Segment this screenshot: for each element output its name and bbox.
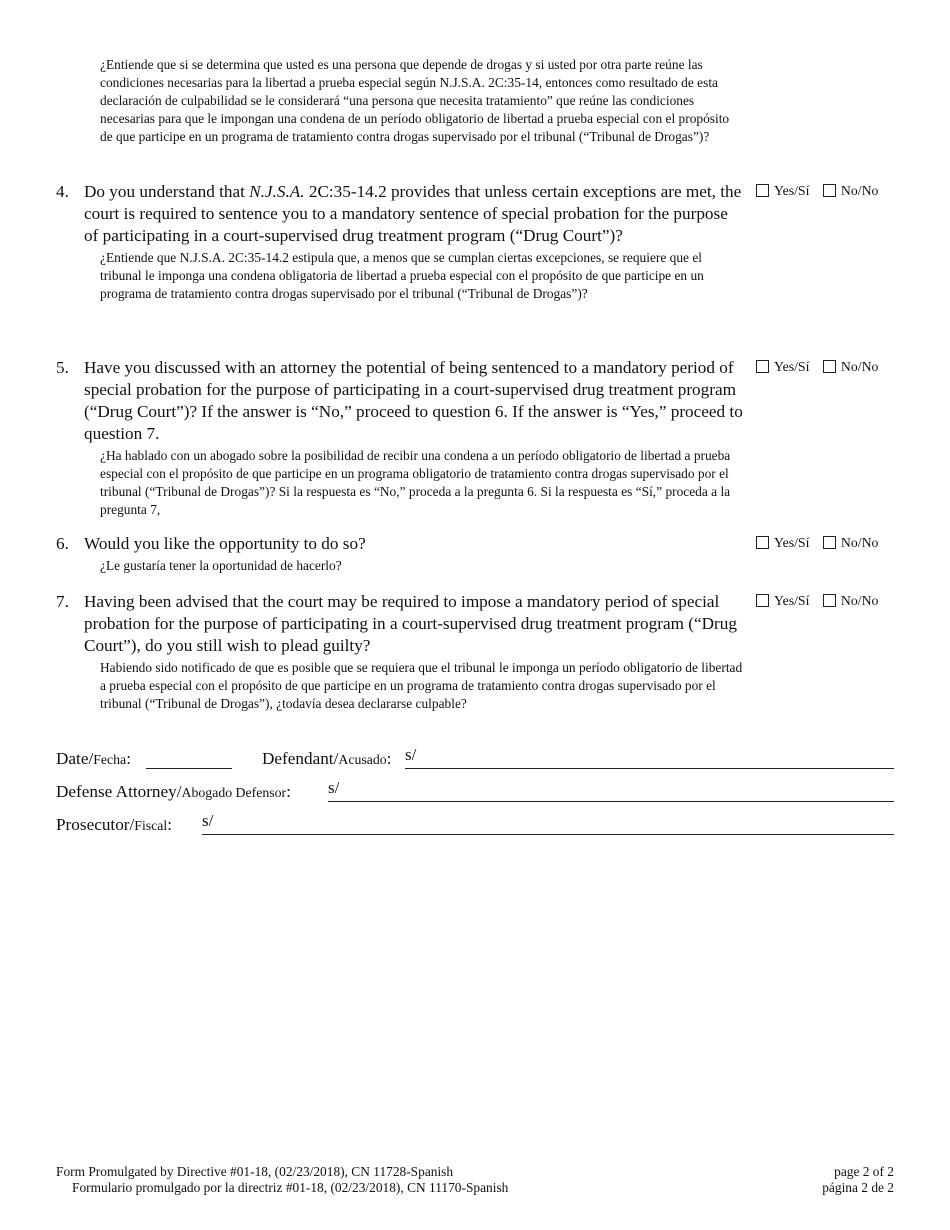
date-defendant-row bbox=[56, 745, 894, 771]
question-english-text: Do you understand that N.J.S.A. 2C:35-14.2 provides that unless certain exceptions are met, the court is required to sentence you to a mandatory sentence of special probation for the purpose of participating in a court-supervised drug treatment program (“Drug Court”)? bbox=[84, 182, 742, 245]
no-label: No/No bbox=[840, 359, 879, 374]
page-number-english: page 2 of 2 bbox=[834, 1164, 894, 1179]
defendant-label: Defendant/Acusado: bbox=[262, 749, 392, 768]
no-checkbox[interactable] bbox=[823, 360, 836, 373]
question-7 bbox=[56, 591, 746, 713]
prosecutor-signature-value: s/ bbox=[202, 811, 214, 830]
question-english-text: Have you discussed with an attorney the potential of being sentenced to a mandatory period of special probation for the purpose of participating in a court-supervised drug treatment program (“Drug Court”)? If the answer is “No,” proceed to question 6. If the answer is “Yes,” proceed to question 7. bbox=[84, 358, 743, 443]
question-5 bbox=[56, 357, 746, 519]
question-spanish-text: ¿Ha hablado con un abogado sobre la posibilidad de recibir una condena a un período obligatorio de libertad a prueba especial con el propósito de que participe en un programa obligatorio de tratamiento contra drogas supervisado por el tribunal (“Tribunal de Drogas”)? Si la respuesta es “No,” proceda a la pregunta 6. Si la respuesta es “Sí,” proceda a la pregunta 7, bbox=[100, 448, 731, 517]
question-7-answer bbox=[756, 592, 906, 610]
yes-checkbox[interactable] bbox=[756, 594, 769, 607]
attorney-label: Defense Attorney/Abogado Defensor: bbox=[56, 782, 291, 801]
statute-name: N.J.S.A. bbox=[249, 182, 305, 201]
yes-label: Yes/Sí bbox=[774, 593, 810, 608]
prosecutor-label: Prosecutor/Fiscal: bbox=[56, 815, 173, 834]
question-number: 5. bbox=[56, 358, 69, 377]
page-number-spanish: página 2 de 2 bbox=[822, 1180, 894, 1195]
yes-checkbox[interactable] bbox=[756, 184, 769, 197]
question-english-text: Having been advised that the court may be required to impose a mandatory period of special probation for the purpose of participating in a court-supervised drug treatment program (“Drug Court”), do you still wish to plead guilty? bbox=[84, 592, 737, 655]
attorney-row bbox=[56, 778, 894, 804]
form-citation-english: Form Promulgated by Directive #01-18, (02/23/2018), CN 11728-Spanish bbox=[56, 1164, 454, 1179]
yes-checkbox[interactable] bbox=[756, 360, 769, 373]
question-english-text: Would you like the opportunity to do so? bbox=[84, 534, 366, 553]
form-citation-spanish: Formulario promulgado por la directriz #01-18, (02/23/2018), CN 11170-Spanish bbox=[72, 1180, 509, 1195]
attorney-signature-field[interactable] bbox=[328, 781, 894, 802]
question-4 bbox=[56, 181, 746, 303]
question-number: 7. bbox=[56, 592, 69, 611]
yes-label: Yes/Sí bbox=[774, 359, 810, 374]
question-4-answer bbox=[756, 182, 906, 200]
form-citation bbox=[56, 1164, 508, 1196]
question-number: 4. bbox=[56, 182, 69, 201]
no-label: No/No bbox=[840, 535, 879, 550]
no-label: No/No bbox=[840, 593, 879, 608]
prosecutor-row bbox=[56, 811, 894, 837]
yes-label: Yes/Sí bbox=[774, 535, 810, 550]
no-checkbox[interactable] bbox=[823, 594, 836, 607]
no-checkbox[interactable] bbox=[823, 184, 836, 197]
question-3-spanish-text: ¿Entiende que si se determina que usted es una persona que depende de drogas y si usted por otra parte reúne las condiciones necesarias para la libertad a prueba especial según N.J.S.A. 2C:35-14, entonces como resultado de esta declaración de culpabilidad se le considerará “una persona que necesita tratamiento” que reúne las condiciones necesarias para que le impongan una condena de un período obligatorio de libertad a prueba especial con el propósito de que participe en un programa de tratamiento contra drogas supervisado por el tribunal (“Tribunal de Drogas”)? bbox=[100, 57, 730, 144]
defendant-signature-field[interactable] bbox=[405, 748, 894, 769]
question-spanish-text: ¿Le gustaría tener la oportunidad de hacerlo? bbox=[100, 558, 342, 573]
question-6-answer bbox=[756, 534, 906, 552]
question-number: 6. bbox=[56, 534, 69, 553]
date-label: Date/Fecha: bbox=[56, 749, 131, 768]
yes-checkbox[interactable] bbox=[756, 536, 769, 549]
attorney-signature-value: s/ bbox=[328, 778, 340, 797]
defendant-signature-value: s/ bbox=[405, 745, 417, 764]
no-checkbox[interactable] bbox=[823, 536, 836, 549]
yes-label: Yes/Sí bbox=[774, 183, 810, 198]
date-field[interactable] bbox=[146, 748, 232, 769]
page-number bbox=[822, 1164, 894, 1196]
question-6 bbox=[56, 533, 746, 575]
question-spanish-text: Habiendo sido notificado de que es posible que se requiera que el tribunal le imponga un período obligatorio de libertad a prueba especial con el propósito de que participe en un programa de tratamiento contra drogas supervisado por el tribunal (“Tribunal de Drogas”), ¿todavía desea declararse culpable? bbox=[100, 660, 743, 711]
question-5-answer bbox=[756, 358, 906, 376]
question-spanish-text: ¿Entiende que N.J.S.A. 2C:35-14.2 estipula que, a menos que se cumplan ciertas excepciones, se requiere que el tribunal le imponga una condena obligatoria de libertad a prueba especial con el propósito de que participe en un programa de tratamiento contra drogas supervisado por el tribunal (“Tribunal de Drogas”)? bbox=[100, 250, 704, 301]
prosecutor-signature-field[interactable] bbox=[202, 814, 894, 835]
no-label: No/No bbox=[840, 183, 879, 198]
